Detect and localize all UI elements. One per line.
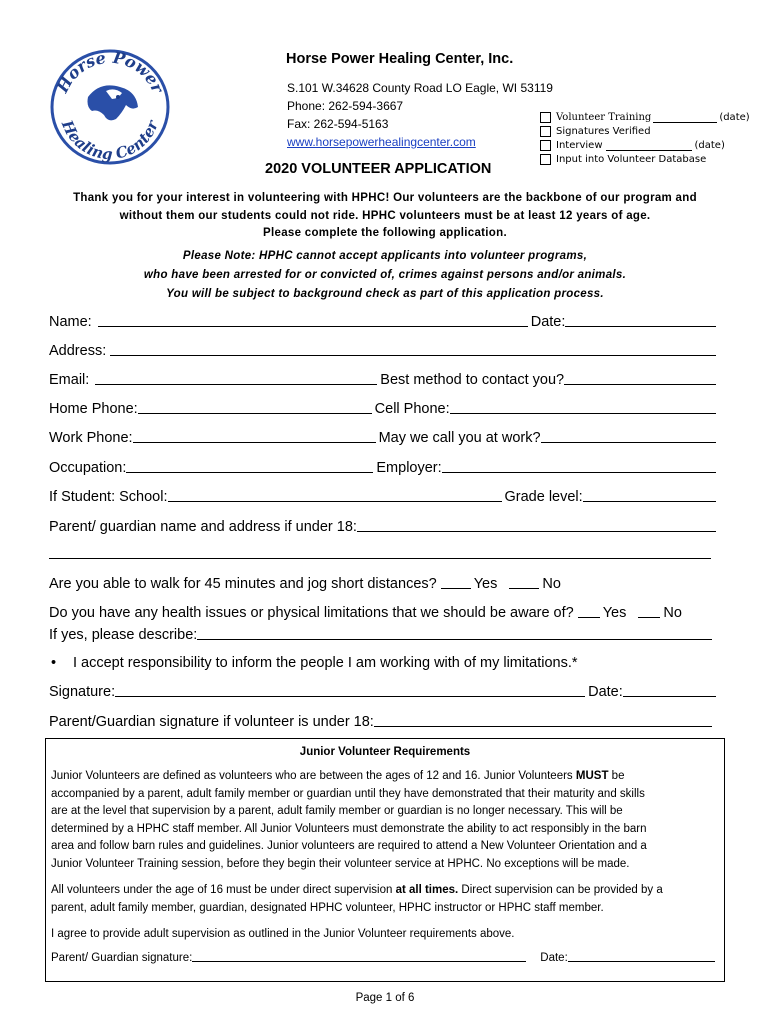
junior-date-label: Date: [540, 952, 568, 964]
walk-yes-label: Yes [473, 576, 498, 592]
address-field[interactable] [110, 340, 716, 356]
row-describe [49, 623, 715, 643]
health-no-label: No [663, 605, 682, 621]
office-label: Volunteer Training [556, 112, 652, 123]
logo-text-bottom: Healing Center [57, 117, 162, 164]
row-signature [49, 680, 719, 700]
describe-field[interactable] [197, 624, 712, 640]
describe-label: If yes, please describe: [49, 627, 198, 643]
cell-phone-label: Cell Phone: [374, 401, 450, 417]
occupation-label: Occupation: [49, 460, 127, 476]
office-label: Input into Volunteer Database [556, 154, 707, 165]
name-label: Name: [49, 314, 92, 330]
signature-date-label: Date: [588, 684, 623, 700]
email-field[interactable] [95, 369, 377, 385]
junior-date-field[interactable] [568, 950, 715, 962]
accept-statement: I accept responsibility to inform the people I am working with of my limitations.* [73, 655, 578, 671]
walk-no-field[interactable] [509, 573, 539, 589]
name-field[interactable] [98, 311, 528, 327]
employer-label: Employer: [376, 460, 442, 476]
page-title: 2020 VOLUNTEER APPLICATION [265, 161, 492, 177]
parent-signature-field[interactable] [374, 711, 712, 727]
health-yes-field[interactable] [578, 602, 600, 618]
row-parent-info [49, 515, 719, 535]
health-yes-label: Yes [602, 605, 627, 621]
grade-field[interactable] [583, 486, 716, 502]
address-label: Address: [49, 343, 107, 359]
bullet-icon: • [51, 655, 57, 671]
org-website-link[interactable]: www.horsepowerhealingcenter.com [287, 135, 476, 149]
contact-method-field[interactable] [564, 369, 716, 385]
office-label: Signatures Verified [556, 126, 651, 137]
row-walk [49, 572, 719, 592]
row-phones [49, 397, 719, 417]
row-parent-signature [49, 710, 715, 730]
row-name [49, 310, 719, 330]
checkbox[interactable] [540, 126, 551, 137]
background-note: Please Note: HPHC cannot accept applicants into volunteer programs, who have been arrested for or convicted of, crimes against persons and/or animals. You will be subject to background check as part of this application process. [143, 250, 627, 300]
employer-field[interactable] [442, 457, 716, 473]
org-fax: Fax: 262-594-5163 [287, 117, 389, 131]
walk-yes-field[interactable] [441, 573, 471, 589]
signature-label: Signature: [49, 684, 116, 700]
org-address: S.101 W.34628 County Road LO Eagle, WI 53119 [287, 81, 553, 95]
parent-info-field-line2[interactable] [49, 558, 711, 559]
org-name: Horse Power Healing Center, Inc. [286, 51, 514, 67]
junior-signature-row [51, 950, 715, 964]
work-phone-field[interactable] [133, 427, 376, 443]
walk-no-label: No [542, 576, 561, 592]
call-at-work-field[interactable] [541, 427, 716, 443]
junior-paragraph-1: Junior Volunteers are defined as volunteers who are between the ages of 12 and 16. Junior Volunteers MUST be accompanied by a parent, adult family member or guardian until they have demonstrated that their maturity and skills are at the level that supervision by a parent, adult family member or guardian is no longer necessary. This will be determined by a HPHC staff member. All Junior Volunteers must demonstrate the ability to act responsibly in the barn area and follow barn rules and guidelines. Junior volunteers are required to attend a New Volunteer Orientation and a Junior Volunteer Training session, before they begin their volunteer service at HPHC. No exceptions will be made. [51, 770, 647, 870]
page-number: Page 1 of 6 [355, 992, 415, 1004]
row-address [49, 339, 719, 359]
row-work [49, 426, 719, 446]
occupation-field[interactable] [126, 457, 373, 473]
junior-parent-sig-field[interactable] [192, 950, 526, 962]
school-field[interactable] [168, 486, 502, 502]
signature-field[interactable] [115, 681, 585, 697]
row-email [49, 368, 719, 388]
junior-paragraph-3: I agree to provide adult supervision as outlined in the Junior Volunteer requirements above. [51, 928, 515, 940]
health-question: Do you have any health issues or physical limitations that we should be aware of? [49, 605, 574, 621]
junior-title: Junior Volunteer Requirements [299, 746, 471, 758]
intro-text: Thank you for your interest in volunteering with HPHC! Our volunteers are the backbone of our program and without them our students could not ride. HPHC volunteers must be at least 12 years of age. Please complete the following application. [73, 192, 697, 239]
junior-paragraph-2: All volunteers under the age of 16 must be under direct supervision at all times. Direct supervision can be provided by a parent, adult family member, guardian, designated HPHC volunteer, HPHC instructor or HPHC staff member. [51, 884, 663, 914]
grade-label: Grade level: [504, 489, 583, 505]
school-label: If Student: School: [49, 489, 168, 505]
office-suffix: (date) [719, 112, 750, 123]
row-accept [49, 651, 719, 671]
office-item-signatures [540, 126, 651, 137]
logo-text-top: Horse Power [52, 47, 168, 96]
home-phone-label: Home Phone: [49, 401, 138, 417]
checkbox[interactable] [540, 112, 551, 123]
contact-method-label: Best method to contact you? [380, 372, 565, 388]
call-at-work-label: May we call you at work? [378, 430, 541, 446]
row-health [49, 601, 719, 621]
office-suffix: (date) [694, 140, 725, 151]
email-label: Email: [49, 372, 90, 388]
row-occupation [49, 456, 719, 476]
row-school [49, 485, 719, 505]
org-phone: Phone: 262-594-3667 [287, 99, 404, 113]
signature-date-field[interactable] [623, 681, 716, 697]
cell-phone-field[interactable] [450, 398, 716, 414]
parent-info-label: Parent/ guardian name and address if under 18: [49, 519, 357, 535]
junior-parent-sig-label: Parent/ Guardian signature: [51, 952, 193, 964]
date-field[interactable] [565, 311, 716, 327]
office-item-interview [540, 140, 725, 151]
date-label: Date: [530, 314, 566, 330]
checkbox[interactable] [540, 140, 551, 151]
walk-question: Are you able to walk for 45 minutes and jog short distances? [49, 576, 437, 592]
logo [48, 47, 173, 167]
parent-signature-label: Parent/Guardian signature if volunteer is under 18: [49, 714, 374, 730]
office-label: Interview [556, 140, 603, 151]
work-phone-label: Work Phone: [49, 430, 133, 446]
health-no-field[interactable] [638, 602, 660, 618]
parent-info-field[interactable] [357, 516, 716, 532]
office-item-database [540, 154, 706, 165]
office-item-training [540, 112, 750, 123]
checkbox[interactable] [540, 154, 551, 165]
home-phone-field[interactable] [138, 398, 372, 414]
